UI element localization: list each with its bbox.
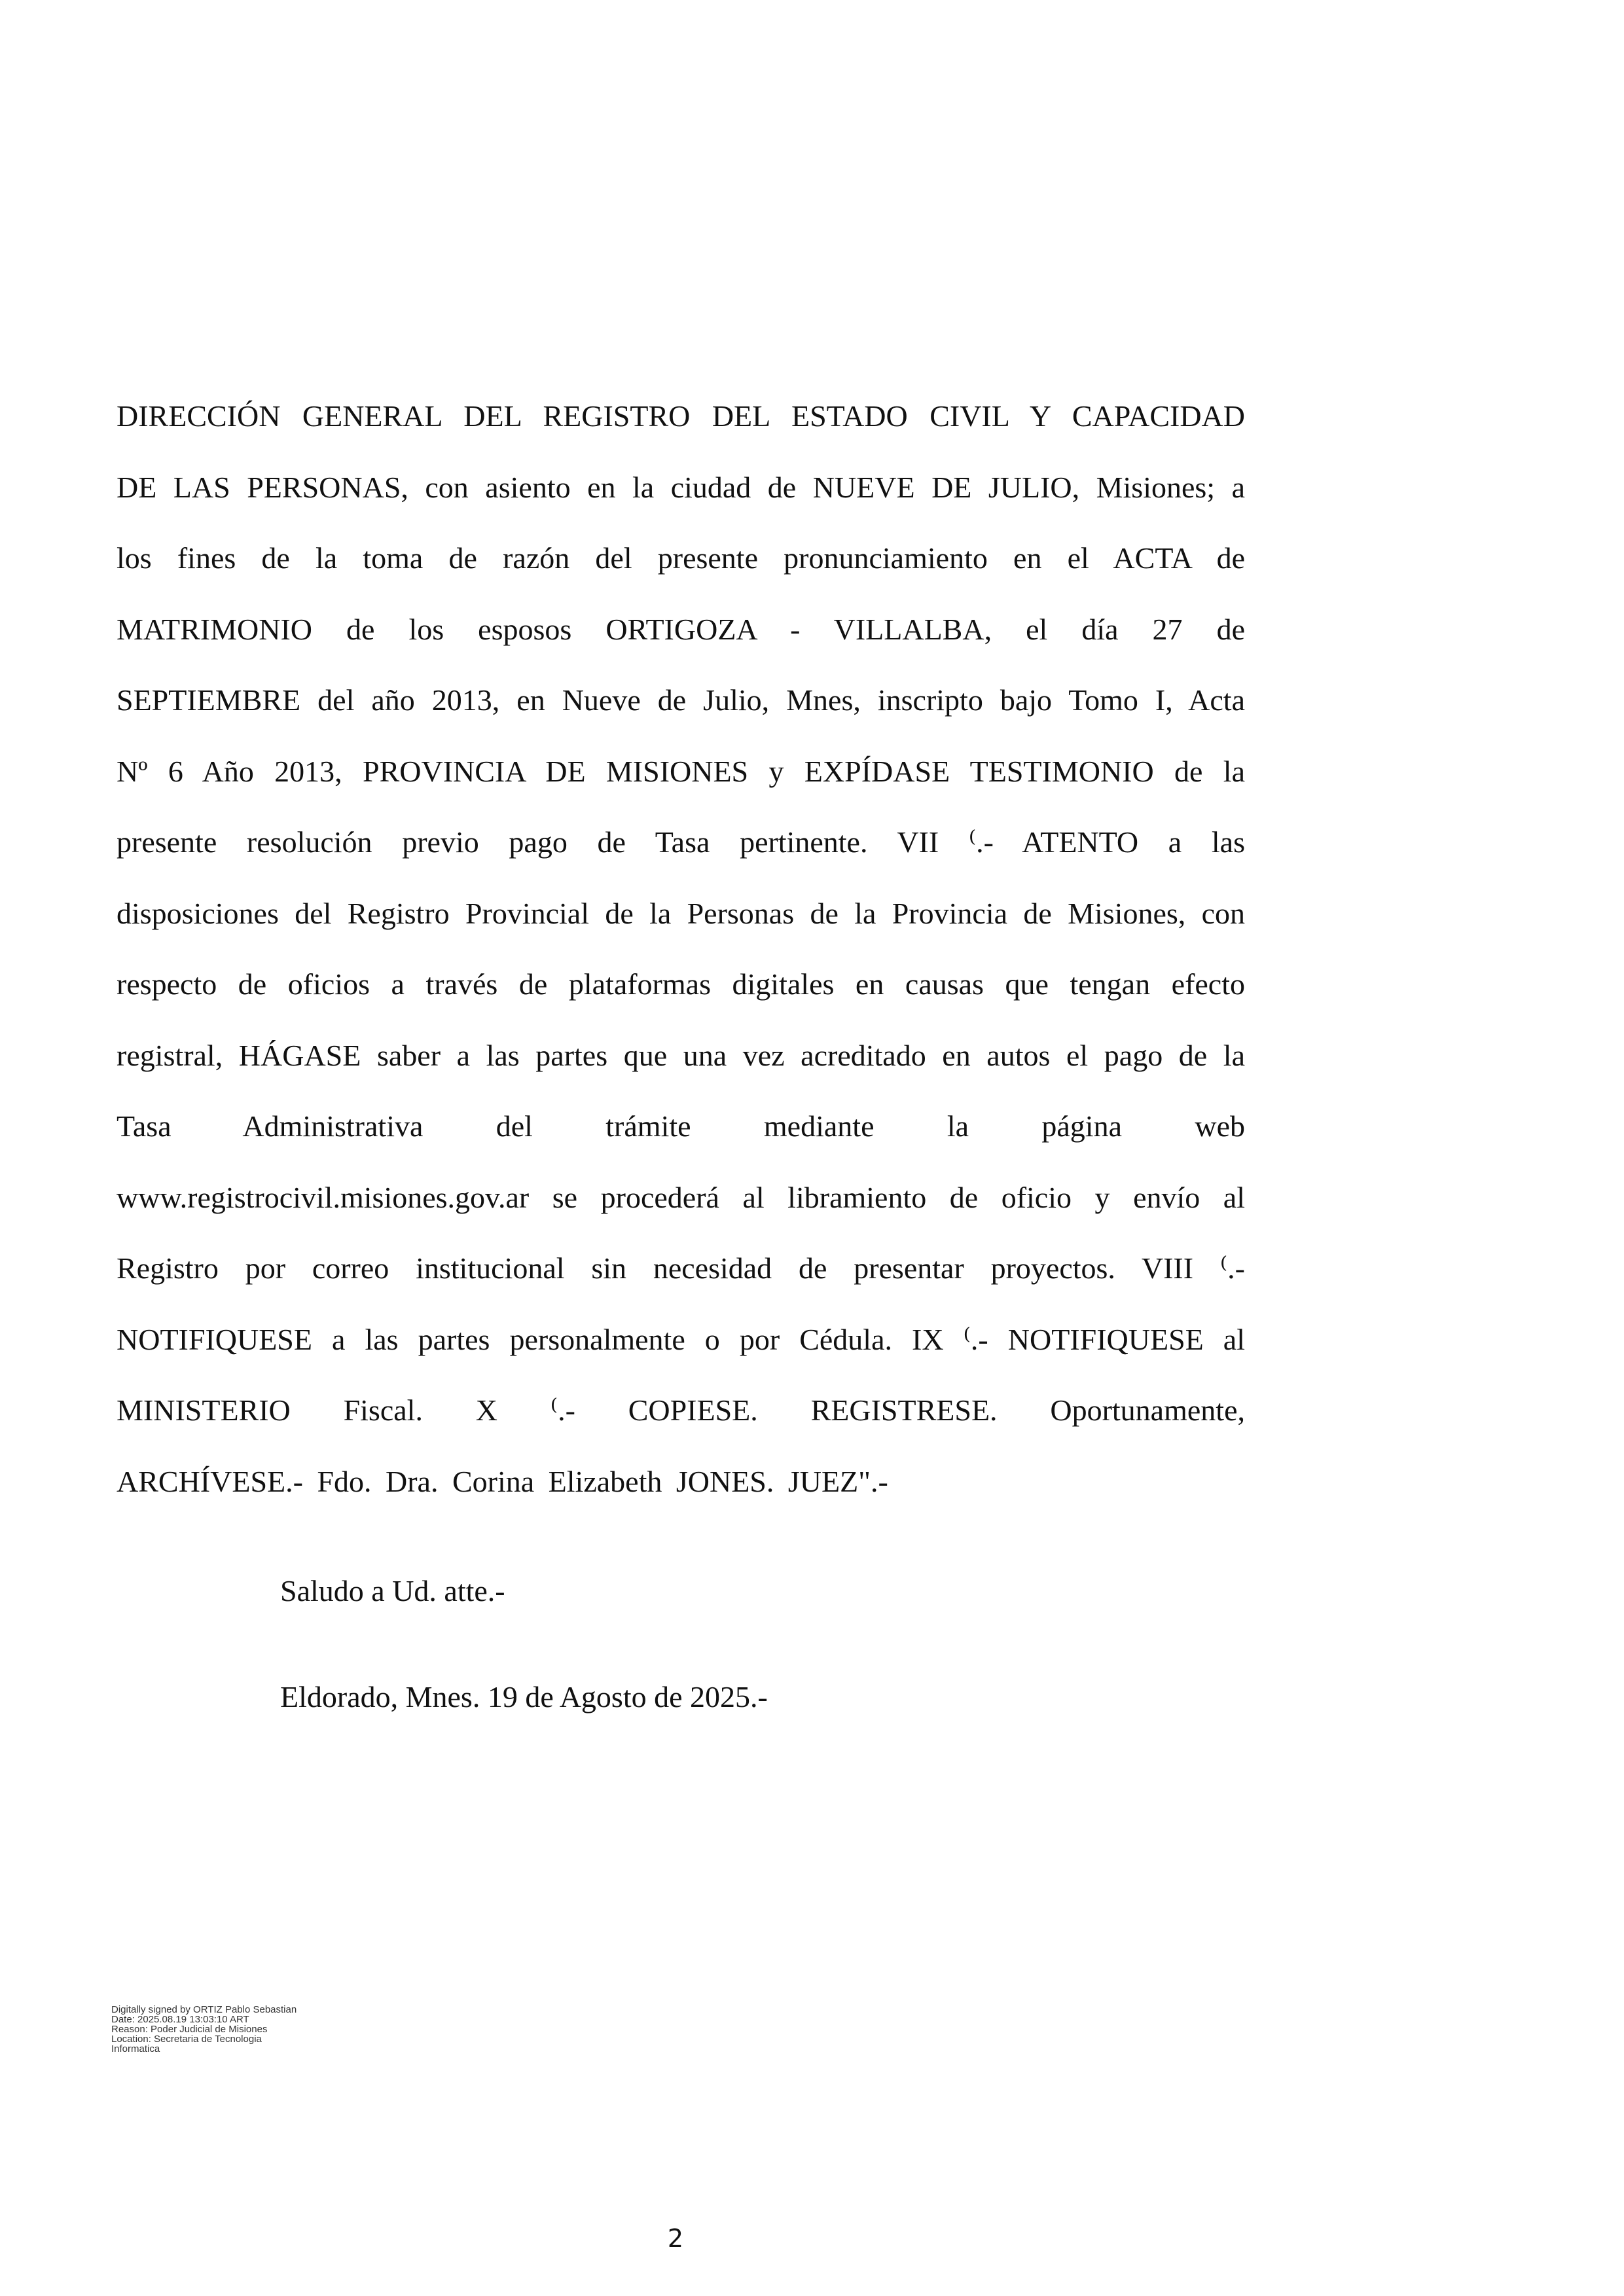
body-line-7: presente resolución previo pago de Tasa pertinente. VII ⁽.- ATENTO a las <box>117 825 1245 859</box>
body-line-13: Registro por correo institucional sin necesidad de presentar proyectos. VIII ⁽.- <box>117 1251 1245 1285</box>
signature-reason: Reason: Poder Judicial de Misiones <box>111 2024 268 2035</box>
body-line-16: ARCHÍVESE.- Fdo. Dra. Corina Elizabeth JONES. JUEZ".- <box>117 1464 888 1498</box>
body-line-8: disposiciones del Registro Provincial de la Personas de la Provincia de Misiones, con <box>117 896 1245 930</box>
body-line-1: DIRECCIÓN GENERAL DEL REGISTRO DEL ESTADO CIVIL Y CAPACIDAD <box>117 399 1245 433</box>
page-number: 2 <box>667 2224 684 2253</box>
body-line-3: los fines de la toma de razón del presente pronunciamiento en el ACTA de <box>117 541 1245 575</box>
body-line-11: Tasa Administrativa del trámite mediante la página web <box>117 1109 1245 1143</box>
closing-place-date: Eldorado, Mnes. 19 de Agosto de 2025.- <box>280 1680 768 1713</box>
body-line-12: www.registrocivil.misiones.gov.ar se procederá al libramiento de oficio y envío al <box>117 1180 1245 1214</box>
closing-greeting: Saludo a Ud. atte.- <box>280 1574 505 1607</box>
body-line-2: DE LAS PERSONAS, con asiento en la ciudad de NUEVE DE JULIO, Misiones; a <box>117 470 1245 504</box>
body-line-5: SEPTIEMBRE del año 2013, en Nueve de Julio, Mnes, inscripto bajo Tomo I, Acta <box>117 683 1245 717</box>
body-line-14: NOTIFIQUESE a las partes personalmente o por Cédula. IX ⁽.- NOTIFIQUESE al <box>117 1322 1245 1356</box>
body-line-9: respecto de oficios a través de plataformas digitales en causas que tengan efecto <box>117 967 1245 1001</box>
signature-location: Location: Secretaria de Tecnologia <box>111 2034 262 2045</box>
body-line-10: registral, HÁGASE saber a las partes que una vez acreditado en autos el pago de la <box>117 1038 1245 1072</box>
signature-signer: Digitally signed by ORTIZ Pablo Sebastian <box>111 2004 297 2015</box>
body-line-6: Nº 6 Año 2013, PROVINCIA DE MISIONES y EXPÍDASE TESTIMONIO de la <box>117 754 1245 788</box>
digital-signature-stamp <box>111 2005 297 2054</box>
body-line-4: MATRIMONIO de los esposos ORTIGOZA - VILLALBA, el día 27 de <box>117 612 1245 646</box>
resolution-body <box>117 397 1245 1533</box>
signature-location-cont: Informatica <box>111 2043 160 2054</box>
body-line-15: MINISTERIO Fiscal. X ⁽.- COPIESE. REGISTRESE. Oportunamente, <box>117 1393 1245 1427</box>
signature-date: Date: 2025.08.19 13:03:10 ART <box>111 2014 249 2025</box>
